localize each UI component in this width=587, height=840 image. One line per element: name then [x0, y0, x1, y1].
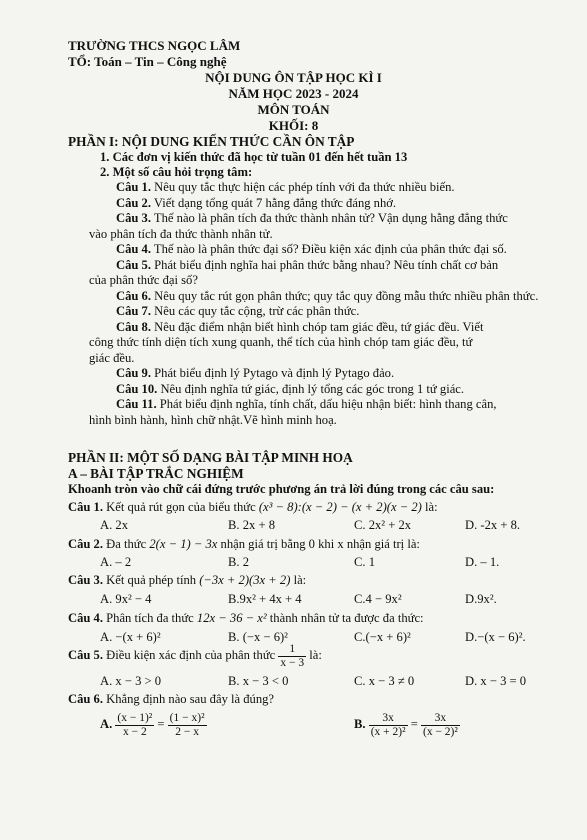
question-text: vào phân tích đa thức thành nhân tử. — [89, 226, 273, 241]
q6-a-left-fraction: $\frac{\text{(x − 1)²}}{x - 2}$ — [117, 711, 153, 738]
q3-option-b[interactable]: B.9x² + 4x + 4 — [228, 592, 302, 606]
question-line — [116, 320, 483, 335]
question-text: Nêu quy tắc rút gọn phân thức; quy tắc quy đồng mẫu thức nhiều phân thức. — [151, 288, 539, 303]
q4-option-c[interactable]: C.(−x + 6)² — [354, 630, 411, 644]
question-text: công thức tính diện tích xung quanh, thể tích của hình chóp tam giác đều, tứ — [89, 335, 473, 349]
question-text: hình bình hành, hình chữ nhật.Vẽ hình minh hoạ. — [89, 412, 337, 427]
q6-b-right-fraction: $\frac{3x}{\text{(x − 2)²}}$ — [422, 711, 458, 738]
question-label: Câu 3. — [116, 211, 151, 225]
question-text: Thế nào là phân thức đại số? Điều kiện xác định của phân thức đại số. — [151, 242, 507, 256]
question-label: Câu 10. — [116, 381, 158, 396]
q4-stem: Câu 4. Phân tích đa thức 12x − 36 − x² thành nhân tử ta được đa thức: — [68, 611, 424, 625]
part1-item1: 1. Các đơn vị kiến thức đã học từ tuần 01 đến hết tuần 13 — [100, 150, 408, 164]
question-line — [116, 289, 538, 304]
question-label: Câu 1. — [116, 180, 151, 194]
school-year: NĂM HỌC 2023 - 2024 — [228, 86, 359, 101]
q3-option-c[interactable]: C.4 − 9x² — [354, 592, 402, 606]
equals-sign: = — [157, 717, 165, 731]
question-text: Nêu đặc điểm nhận biết hình chóp tam giác đều, tứ giác đều. Viết — [151, 319, 484, 334]
q3-option-d[interactable]: D.9x². — [465, 592, 497, 606]
q1-option-c[interactable]: C. 2x² + 2x — [354, 518, 412, 532]
question-line — [116, 211, 508, 226]
question-label: Câu 2. — [116, 195, 151, 210]
q4-option-b[interactable]: B. (−x − 6)² — [228, 630, 288, 644]
q5-option-a[interactable]: A. x − 3 > 0 — [100, 674, 162, 688]
question-line — [89, 335, 472, 350]
q6-option-b[interactable]: B. $\frac{3x}{\text{(x + 2)²}}$ = $\frac{3x}{\text{(x − 2)²}}$ — [354, 711, 458, 738]
question-text: Nêu định nghĩa tứ giác, định lý tổng các góc trong 1 tứ giác. — [157, 381, 465, 396]
question-label: Câu 4. — [116, 242, 151, 256]
question-label: Câu 5. — [116, 257, 151, 272]
q1-stem: Câu 1. Kết quả rút gọn của biểu thức (x³ − 8):(x − 2) − (x + 2)(x − 2) là: — [68, 500, 438, 514]
question-text: Nêu các quy tắc cộng, trừ các phân thức. — [151, 304, 360, 318]
question-text: Phát biểu định nghĩa, tính chất, dấu hiệu nhận biết: hình thang cân, — [156, 397, 497, 411]
q1-expression: (x³ − 8):(x − 2) − (x + 2)(x − 2) — [258, 500, 422, 514]
question-text: Viết dạng tổng quát 7 hằng đẳng thức đáng nhớ. — [151, 195, 397, 210]
question-text: Nêu quy tắc thực hiện các phép tính với đa thức nhiều biến. — [151, 180, 455, 194]
q2-option-d[interactable]: D. – 1. — [465, 555, 500, 569]
question-line — [116, 397, 497, 412]
question-text: Phát biểu định lý Pytago và định lý Pytago đảo. — [151, 366, 395, 380]
question-label: Câu 7. — [116, 304, 151, 318]
question-line — [116, 258, 498, 273]
q2-expression: 2(x − 1) − 3x — [149, 537, 218, 551]
part1-title: PHẦN I: NỘI DUNG KIẾN THỨC CẦN ÔN TẬP — [68, 134, 355, 149]
part1-item2: 2. Một số câu hỏi trọng tâm: — [100, 165, 253, 179]
q4-option-a[interactable]: A. −(x + 6)² — [100, 630, 161, 644]
question-line — [116, 366, 394, 381]
question-line — [89, 273, 198, 288]
q5-option-b[interactable]: B. x − 3 < 0 — [228, 674, 289, 688]
question-label: Câu 6. — [116, 288, 151, 303]
question-text: của phân thức đại số? — [89, 273, 198, 287]
question-label: Câu 8. — [116, 319, 151, 334]
doc-title: NỘI DUNG ÔN TẬP HỌC KÌ I — [205, 70, 382, 85]
q6-a-right-fraction: $\frac{\text{(1 − x)²}}{2 - x}$ — [169, 711, 205, 738]
question-line — [89, 413, 337, 428]
q1-option-a[interactable]: A. 2x — [100, 518, 128, 532]
q3-expression: (−3x + 2)(3x + 2) — [199, 573, 291, 587]
school-name: TRƯỜNG THCS NGỌC LÂM — [68, 38, 241, 53]
department-name: TỔ: Toán – Tin – Công nghệ — [68, 54, 227, 69]
equals-sign: = — [410, 717, 418, 731]
question-line — [116, 196, 396, 211]
q2-option-c[interactable]: C. 1 — [354, 555, 375, 569]
q5-fraction: $\frac{1}{x - 3}$ — [280, 642, 305, 669]
q3-stem: Câu 3. Kết quả phép tính (−3x + 2)(3x + 2) là: — [68, 573, 307, 587]
q2-option-a[interactable]: A. – 2 — [100, 555, 132, 569]
question-label: Câu 9. — [116, 366, 151, 380]
part2-title: PHẦN II: MỘT SỐ DẠNG BÀI TẬP MINH HOẠ — [68, 450, 353, 465]
q6-b-left-fraction: $\frac{3x}{\text{(x + 2)²}}$ — [370, 711, 406, 738]
q5-option-d[interactable]: D. x − 3 = 0 — [465, 674, 527, 688]
question-line — [116, 382, 464, 397]
q4-expression: 12x − 36 − x² — [196, 611, 267, 625]
question-line — [116, 180, 455, 195]
question-text: Thế nào là phân tích đa thức thành nhân tử? Vận dụng hằng đẳng thức — [151, 211, 508, 225]
part2-subtitle: A – BÀI TẬP TRẮC NGHIỆM — [68, 466, 244, 481]
question-line — [89, 227, 273, 242]
q6-option-a[interactable]: A. $\frac{\text{(x − 1)²}}{x - 2}$ = $\frac{\text{(1 − x)²}}{2 - x}$ — [100, 711, 205, 738]
q2-stem: Câu 2. Đa thức 2(x − 1) − 3x nhận giá trị bằng 0 khi x nhận giá trị là: — [68, 537, 420, 551]
question-line — [89, 351, 134, 366]
q1-option-b[interactable]: B. 2x + 8 — [228, 518, 275, 532]
q3-option-a[interactable]: A. 9x² − 4 — [100, 592, 152, 606]
q1-option-d[interactable]: D. -2x + 8. — [465, 518, 521, 532]
subject: MÔN TOÁN — [257, 102, 330, 117]
q6-stem: Câu 6. Khẳng định nào sau đây là đúng? — [68, 692, 275, 706]
question-line — [116, 242, 507, 257]
part2-instruction: Khoanh tròn vào chữ cái đứng trước phương án trả lời đúng trong các câu sau: — [68, 482, 495, 496]
q2-option-b[interactable]: B. 2 — [228, 555, 249, 569]
question-text: giác đều. — [89, 350, 135, 365]
question-line — [116, 304, 359, 319]
q5-stem: Câu 5. Điều kiện xác định của phân thức $\frac{1}{x - 3}$ là: — [68, 642, 322, 669]
question-text: Phát biểu định nghĩa hai phân thức bằng nhau? Nêu tính chất cơ bản — [151, 257, 499, 272]
question-label: Câu 11. — [116, 397, 157, 411]
q5-option-c[interactable]: C. x − 3 ≠ 0 — [354, 674, 415, 688]
grade: KHỐI: 8 — [268, 118, 319, 133]
q4-option-d[interactable]: D.−(x − 6)². — [465, 630, 526, 644]
